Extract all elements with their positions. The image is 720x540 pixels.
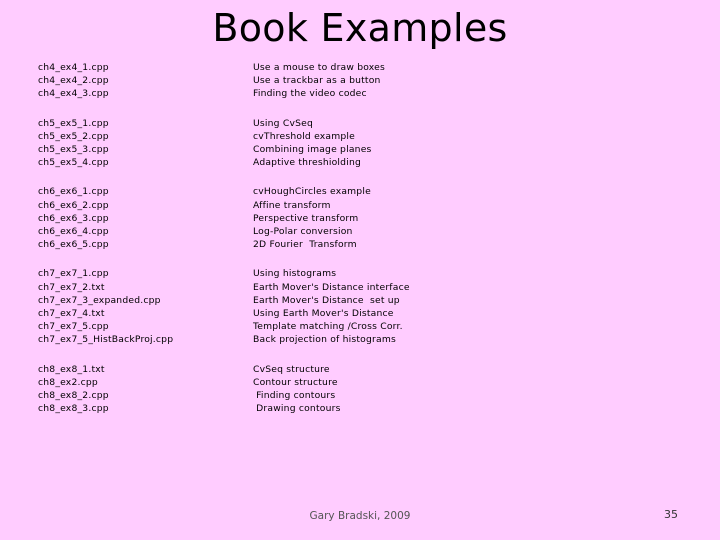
example-description: Back projection of histograms [253,334,396,346]
file-name: ch6_ex6_3.cpp [38,212,109,224]
file-name: ch7_ex7_1.cpp [38,268,109,280]
file-name-column [38,117,253,170]
example-description: CvSeq structure [253,363,330,375]
page-number: 35 [664,508,678,521]
description-column [253,61,553,101]
file-name: ch8_ex8_1.txt [38,363,105,375]
example-group [38,267,638,346]
example-description: Template matching /Cross Corr. [253,321,403,333]
file-name-column [38,61,253,101]
file-name: ch5_ex5_2.cpp [38,130,109,142]
file-name: ch4_ex4_2.cpp [38,75,109,87]
file-name: ch7_ex7_3_expanded.cpp [38,294,161,306]
file-name: ch6_ex6_5.cpp [38,239,109,251]
example-description: Use a mouse to draw boxes [253,62,385,73]
example-group [38,61,638,101]
example-description: 2D Fourier Transform [253,239,357,251]
file-name: ch8_ex8_3.cpp [38,403,109,415]
file-name-column [38,185,253,251]
file-name: ch6_ex6_1.cpp [38,186,109,198]
example-description: Finding contours [253,390,336,402]
example-group [38,117,638,170]
example-description: Perspective transform [253,212,359,224]
file-name: ch8_ex2.cpp [38,376,98,388]
example-group [38,185,638,251]
example-group [38,363,638,416]
footer-author: Gary Bradski, 2009 [309,510,411,522]
slide-title: Book Examples [212,6,508,50]
file-name-column [38,363,253,416]
example-description: Earth Mover's Distance interface [253,281,410,293]
example-description: cvThreshold example [253,130,356,142]
example-description: Earth Mover's Distance set up [253,294,400,306]
file-name: ch7_ex7_2.txt [38,281,105,293]
example-description: Contour structure [253,376,338,388]
example-description: Adaptive threshiolding [253,157,362,169]
examples-list [38,61,638,431]
file-name: ch6_ex6_4.cpp [38,226,109,238]
file-name: ch7_ex7_4.txt [38,308,105,320]
example-description: Using histograms [253,268,337,280]
example-description: Use a trackbar as a button [253,75,381,87]
file-name: ch4_ex4_1.cpp [38,62,109,73]
file-name: ch7_ex7_5.cpp [38,321,109,333]
description-column [253,363,553,416]
description-column [253,117,553,170]
example-description: Drawing contours [253,403,341,415]
file-name: ch7_ex7_5_HistBackProj.cpp [38,334,174,346]
file-name: ch5_ex5_1.cpp [38,117,109,129]
example-description: Combining image planes [253,144,372,156]
file-name: ch4_ex4_3.cpp [38,88,109,100]
file-name: ch5_ex5_3.cpp [38,144,109,156]
example-description: cvHoughCircles example [253,186,371,198]
file-name: ch5_ex5_4.cpp [38,157,109,169]
file-name-column [38,267,253,346]
description-column [253,267,553,346]
example-description: Finding the video codec [253,88,367,100]
file-name: ch6_ex6_2.cpp [38,199,109,211]
description-column [253,185,553,251]
file-name: ch8_ex8_2.cpp [38,390,109,402]
example-description: Using CvSeq [253,117,314,129]
example-description: Using Earth Mover's Distance [253,308,394,320]
example-description: Affine transform [253,199,331,211]
example-description: Log-Polar conversion [253,226,353,238]
